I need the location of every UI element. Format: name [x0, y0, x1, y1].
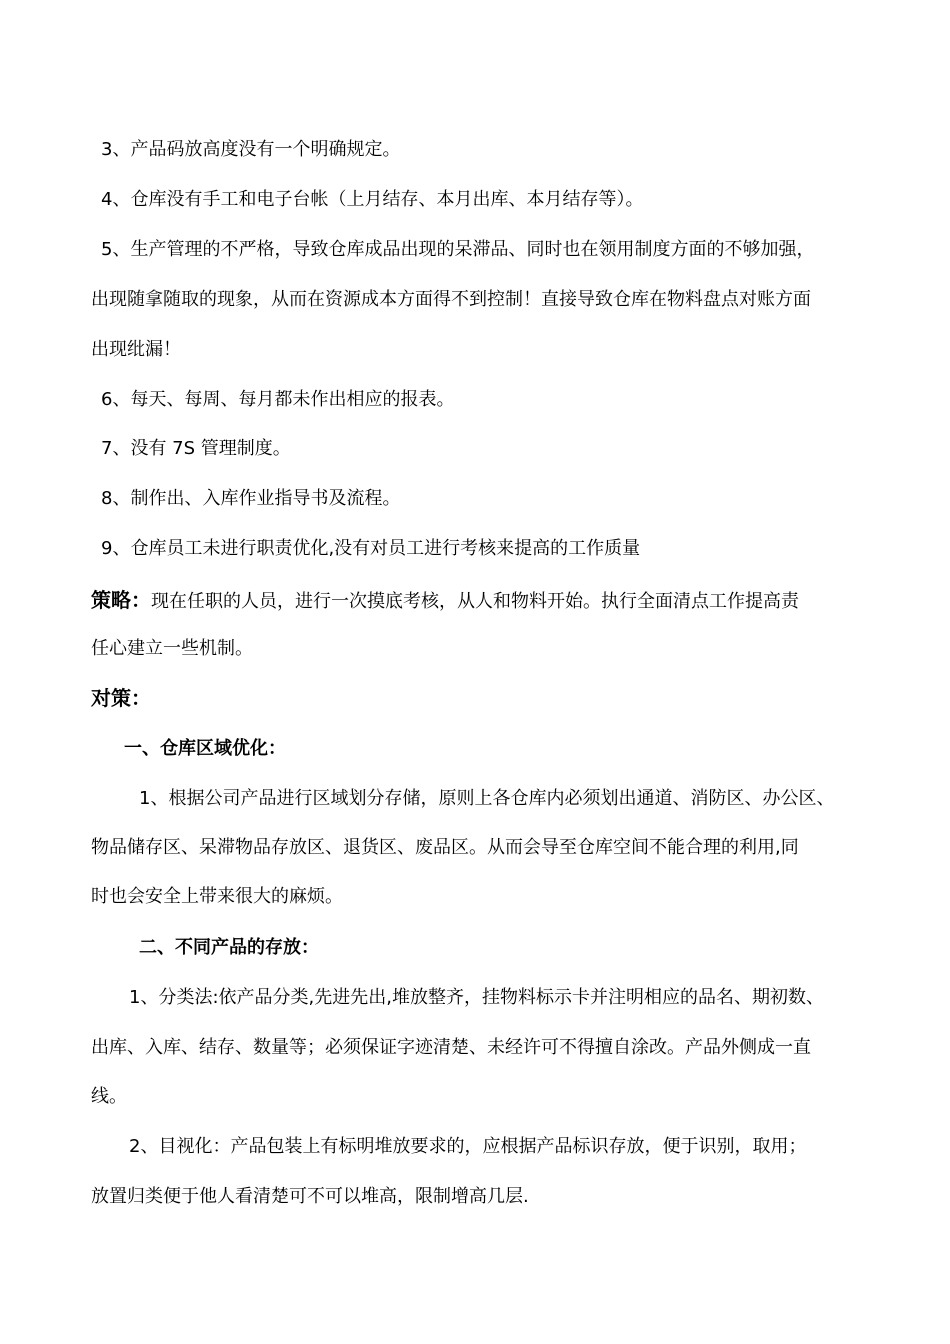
section-1-line-1: 1、根据公司产品进行区域划分存储，原则上各仓库内必须划出通道、消防区、办公区、 [139, 788, 835, 809]
problem-item-8: 8、制作出、入库作业指导书及流程。 [101, 488, 401, 509]
section-2-item-1-line-2: 出库、入库、结存、数量等；必须保证字迹清楚、未经许可不得擅自涂改。产品外侧成一直 [91, 1037, 811, 1058]
strategy-label: 策略： [91, 588, 151, 612]
problem-item-5-line-1: 5、生产管理的不严格，导致仓库成品出现的呆滞品、同时也在领用制度方面的不够加强， [101, 239, 815, 260]
strategy-paragraph-line-1 [91, 588, 799, 614]
problem-item-4: 4、仓库没有手工和电子台帐（上月结存、本月出库、本月结存等）。 [101, 189, 644, 210]
problem-item-5-line-2: 出现随拿随取的现象，从而在资源成本方面得不到控制！直接导致仓库在物料盘点对账方面 [91, 289, 811, 310]
problem-item-3: 3、产品码放高度没有一个明确规定。 [101, 139, 401, 160]
problem-item-9: 9、仓库员工未进行职责优化,没有对员工进行考核来提高的工作质量 [101, 538, 641, 559]
section-2-item-1-line-3: 线。 [91, 1086, 127, 1107]
section-2-item-1-line-1: 1、分类法:依产品分类,先进先出,堆放整齐，挂物料标示卡并注明相应的品名、期初数、 [129, 987, 824, 1008]
strategy-text-line-1: 现在任职的人员，进行一次摸底考核，从人和物料开始。执行全面清点工作提高责 [151, 591, 799, 612]
section-2-title: 二、不同产品的存放： [139, 937, 319, 958]
problem-item-7: 7、没有 7S 管理制度。 [101, 438, 291, 459]
strategy-text-line-2: 任心建立一些机制。 [91, 638, 253, 659]
section-1-line-2: 物品储存区、呆滞物品存放区、退货区、废品区。从而会导至仓库空间不能合理的利用,同 [91, 837, 799, 858]
problem-item-5-line-3: 出现纰漏！ [91, 339, 181, 360]
section-2-item-2-line-2: 放置归类便于他人看清楚可不可以堆高，限制增高几层. [91, 1186, 529, 1207]
section-1-title: 一、仓库区域优化： [124, 738, 286, 759]
countermeasures-heading: 对策： [91, 686, 151, 710]
section-1-line-3: 时也会安全上带来很大的麻烦。 [91, 886, 343, 907]
section-2-item-2-line-1: 2、目视化：产品包装上有标明堆放要求的，应根据产品标识存放，便于识别，取用； [129, 1136, 807, 1157]
problem-item-6: 6、每天、每周、每月都未作出相应的报表。 [101, 389, 455, 410]
